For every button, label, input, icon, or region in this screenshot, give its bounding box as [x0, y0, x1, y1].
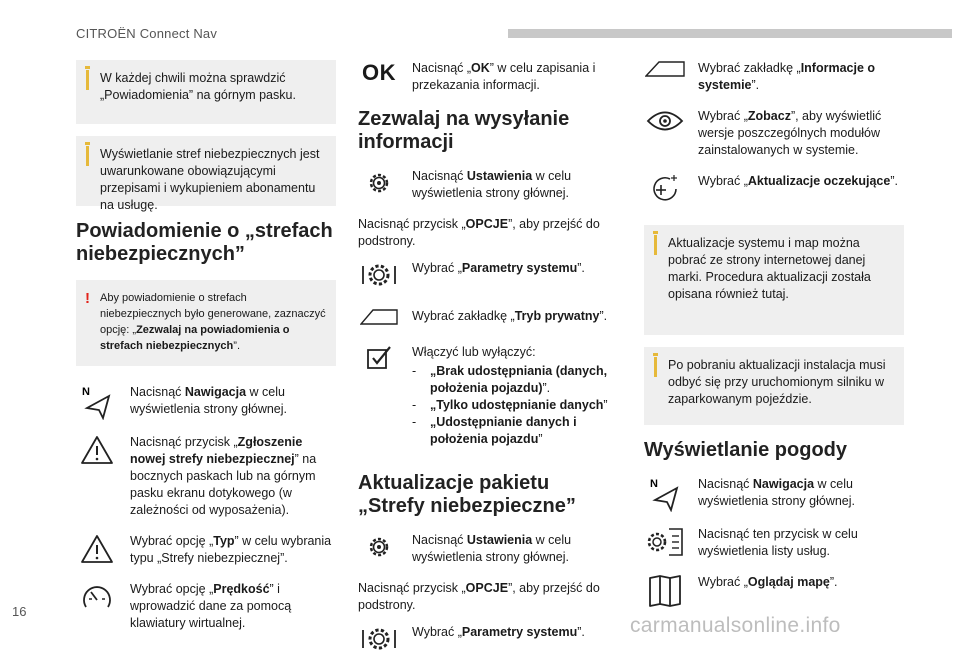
step-text-post: w celu wyświetlenia strony głównej.	[130, 385, 288, 416]
settings-icon	[358, 168, 400, 198]
step-text-bold: Oglądaj mapę	[747, 575, 830, 589]
step-text-pre: Wybrać „	[412, 261, 462, 275]
header-bar	[508, 29, 952, 38]
navigation-icon	[644, 476, 686, 512]
warning-icon: !	[85, 290, 90, 307]
step-text-bold: Ustawienia	[466, 169, 533, 183]
step-text-post: ” i wprowadzić dane za pomocą klawiatury wirtualnej.	[130, 582, 292, 630]
column-2	[358, 60, 620, 668]
services-list-icon	[644, 526, 686, 558]
watermark: carmanualsonline.info	[630, 614, 841, 637]
step-text-pre: Nacisnąć	[698, 477, 753, 491]
info-icon	[654, 235, 657, 255]
system-settings-icon	[358, 260, 400, 290]
step-text-pre: Nacisnąć przycisk „	[130, 435, 238, 449]
step-text-post: ”.	[577, 261, 585, 275]
note-text: Aktualizacje systemu i map można pobrać ze strony internetowej danej marki. Procedura aktualizacji została opisana również tutaj.	[668, 236, 871, 301]
option-list	[412, 363, 620, 448]
step-text-pre: Wybrać zakładkę „	[412, 309, 515, 323]
speedometer-icon	[76, 581, 118, 615]
step	[76, 434, 336, 519]
navigation-icon	[76, 384, 118, 420]
step-text-bold: Parametry systemu	[461, 261, 578, 275]
info-icon	[86, 70, 89, 90]
step-text-pre: Wybrać „	[698, 174, 748, 188]
step-text-bold: Zobacz	[747, 109, 791, 123]
step-text-pre: Wybrać opcję „	[130, 582, 214, 596]
section-heading: Wyświetlanie pogody	[644, 439, 847, 461]
warning-text-post: ”.	[233, 340, 241, 352]
ok-icon: OK	[362, 60, 396, 85]
para-bold: OPCJE	[465, 581, 509, 595]
step	[358, 60, 620, 94]
step-text-bold: Nawigacja	[184, 385, 247, 399]
step	[76, 533, 336, 567]
para-pre: Nacisnąć przycisk „	[358, 217, 466, 231]
step-text-pre: Wybrać „	[698, 575, 748, 589]
step-text-pre: Wybrać zakładkę „	[698, 61, 801, 75]
eye-icon	[644, 108, 686, 134]
step-text-post: w celu wyświetlenia strony głównej.	[412, 169, 572, 200]
step-intro: Włączyć lub wyłączyć:	[412, 345, 536, 359]
step	[76, 581, 336, 632]
step-text-pre: Wybrać „	[698, 109, 748, 123]
map-icon	[644, 574, 686, 608]
step	[358, 260, 620, 290]
step-text-post: ” na bocznych paskach lub na górnym pasku ekranu dotykowego (w zależności od wyposażenia).	[130, 452, 317, 517]
step	[76, 384, 336, 420]
option-item: - „Brak udostępniania (danych, położenia pojazdu)”.	[412, 364, 608, 395]
step-text-post: ”, aby wyświetlić wersje poszczególnych modułów zainstalowanych w systemie.	[698, 109, 882, 157]
step	[358, 624, 620, 654]
step-text-pre: Nacisnąć	[412, 169, 467, 183]
svg-text:N: N	[82, 386, 90, 398]
step-text-post: ”.	[829, 575, 838, 589]
info-icon	[86, 146, 89, 166]
step-text: Nacisnąć ten przycisk w celu wyświetlenia listy usług.	[698, 527, 858, 558]
info-note	[76, 60, 336, 124]
info-note	[76, 136, 336, 212]
note-text: Wyświetlanie stref niebezpiecznych jest uwarunkowane obowiązującymi przepisami i wykupieniem abonamentu na usługę.	[100, 147, 320, 212]
step-text-post: ” w celu wybrania typu „Strefy niebezpiecznej”.	[130, 534, 332, 565]
option-item: - „Tylko udostępnianie danych”	[412, 398, 608, 412]
warning-note	[76, 280, 336, 366]
step-text-bold: Prędkość	[213, 582, 270, 596]
tab-icon	[644, 60, 686, 78]
step	[644, 476, 904, 512]
step	[644, 60, 904, 94]
step-text-bold: Informacje o systemie	[698, 61, 876, 92]
step-text-bold: Parametry systemu	[461, 625, 578, 639]
step	[644, 173, 904, 205]
step	[358, 344, 620, 448]
section-heading: Aktualizacje pakietu „Strefy niebezpieczne”	[358, 472, 576, 517]
step-text-post: ”.	[751, 78, 760, 92]
step-text-pre: Nacisnąć „	[412, 61, 472, 75]
tab-icon	[358, 308, 400, 326]
step	[358, 168, 620, 202]
section-heading: Zezwalaj na wysyłanie informacji	[358, 108, 570, 153]
step-text-pre: Nacisnąć	[412, 533, 467, 547]
para-bold: OPCJE	[465, 217, 509, 231]
column-3	[644, 60, 904, 622]
step-text-bold: Aktualizacje oczekujące	[747, 174, 891, 188]
info-note	[644, 347, 904, 425]
step-text-bold: Ustawienia	[466, 533, 533, 547]
checkbox-icon	[358, 344, 400, 370]
step	[358, 308, 620, 326]
danger-type-icon	[76, 533, 118, 565]
step-text-post: ”.	[599, 309, 608, 323]
step-text-pre: Nacisnąć	[130, 385, 185, 399]
pending-updates-icon	[644, 173, 686, 205]
step-text-bold: Nawigacja	[752, 477, 815, 491]
step	[358, 532, 620, 566]
note-text: Po pobraniu aktualizacji instalacja musi odbyć się przy uruchomionym silniku w zaparkowanym pojeździe.	[668, 358, 886, 406]
step-text-post: w celu wyświetlenia strony głównej.	[412, 533, 572, 564]
paragraph	[358, 580, 620, 614]
para-pre: Nacisnąć przycisk „	[358, 581, 466, 595]
step	[644, 574, 904, 608]
step-text-post: w celu wyświetlenia strony głównej.	[698, 477, 856, 508]
warning-text-bold: Zezwalaj na powiadomienia o strefach niebezpiecznych	[100, 324, 290, 352]
section-heading: Powiadomienie o „strefach niebezpiecznych”	[76, 220, 333, 265]
paragraph	[358, 216, 620, 250]
warning-text-pre: Aby powiadomienie o strefach niebezpiecznych było generowane, zaznaczyć opcję: „	[100, 292, 326, 336]
settings-icon	[358, 532, 400, 562]
header-title: CITROËN Connect Nav	[76, 26, 218, 41]
step-text-pre: Wybrać opcję „	[130, 534, 214, 548]
svg-text:N: N	[650, 478, 658, 490]
step-text-post: ” w celu zapisania i przekazania informacji.	[412, 61, 596, 92]
step-text-post: ”.	[890, 174, 898, 188]
para-post: ”, aby przejść do podstrony.	[358, 581, 600, 612]
note-text: W każdej chwili można sprawdzić „Powiadomienia” na górnym pasku.	[100, 71, 296, 102]
step	[644, 108, 904, 159]
column-1	[76, 60, 336, 646]
step	[644, 526, 904, 560]
step-text-pre: Wybrać „	[412, 625, 462, 639]
step-text-bold: OK	[471, 61, 490, 75]
page-number: 16	[12, 604, 27, 619]
para-post: ”, aby przejść do podstrony.	[358, 217, 600, 248]
info-icon	[654, 357, 657, 377]
step-text-bold: Tryb prywatny	[514, 309, 600, 323]
step-text-bold: Zgłoszenie nowej strefy niebezpiecznej	[130, 435, 303, 466]
step-text-post: ”.	[577, 625, 585, 639]
option-item: - „Udostępnianie danych i położenia pojazdu”	[412, 415, 577, 446]
danger-zone-icon	[76, 434, 118, 466]
step-text-bold: Typ	[213, 534, 235, 548]
info-note	[644, 225, 904, 335]
system-settings-icon	[358, 624, 400, 654]
